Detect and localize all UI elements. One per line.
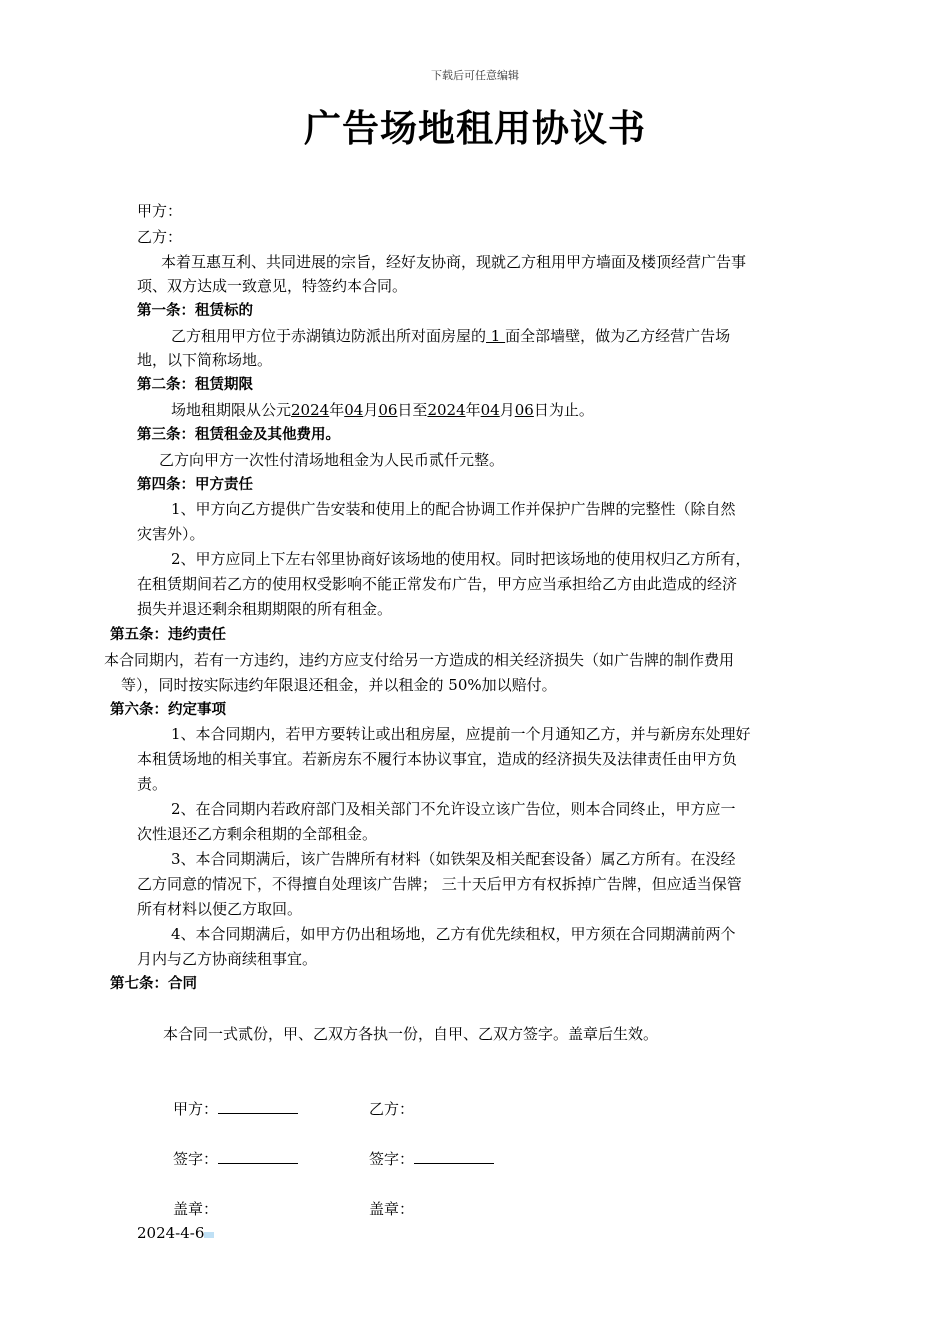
start-month: 04 bbox=[344, 401, 364, 419]
article6-p3-line-2: 乙方同意的情况下，不得擅自处理该广告牌； 三十天后甲方有权拆掉广告牌，但应适当保管 bbox=[137, 875, 742, 893]
article1-heading: 第一条：租赁标的 bbox=[137, 303, 253, 319]
seal-b-label: 盖章： bbox=[369, 1200, 415, 1218]
month-char-1: 月 bbox=[363, 401, 379, 419]
document-title: 广告场地租用协议书 bbox=[304, 107, 646, 150]
article1-text-b: 面全部墙壁，做为乙方经营广告场 bbox=[505, 327, 731, 345]
header-note: 下载后可任意编辑 bbox=[431, 69, 519, 82]
article6-p2-line-2: 次性退还乙方剩余租期的全部租金。 bbox=[137, 825, 378, 843]
article4-heading: 第四条：甲方责任 bbox=[137, 477, 253, 493]
article1-text-a: 乙方租用甲方位于赤湖镇边防派出所对面房屋的 bbox=[171, 327, 487, 345]
article3-heading: 第三条：租赁租金及其他费用。 bbox=[137, 427, 340, 443]
end-year: 2024 bbox=[427, 401, 466, 419]
document-date: 2024-4-6 bbox=[137, 1224, 205, 1242]
party-a-label: 甲方： bbox=[137, 202, 183, 220]
intro-line-1: 本着互惠互利、共同进展的宗旨，经好友协商，现就乙方租用甲方墙面及楼顶经营广告事 bbox=[161, 253, 747, 271]
date-row bbox=[137, 1223, 214, 1243]
start-year: 2024 bbox=[291, 401, 330, 419]
party-a-blank[interactable] bbox=[218, 1099, 298, 1114]
party-a-label-sig: 甲方： bbox=[173, 1100, 219, 1118]
article6-p1-line-1: 1、本合同期内，若甲方要转让或出租房屋，应提前一个月通知乙方，并与新房东处理好 bbox=[171, 725, 751, 743]
year-char-2: 年 bbox=[465, 401, 481, 419]
article4-p2-line-2: 在租赁期间若乙方的使用权受影响不能正常发布广告，甲方应当承担给乙方由此造成的经济 bbox=[137, 575, 738, 593]
article6-p4-line-1: 4、本合同期满后，如甲方仍出租场地，乙方有优先续租权，甲方须在合同期满前两个 bbox=[171, 925, 736, 943]
article6-heading: 第六条：约定事项 bbox=[110, 702, 226, 718]
article1-line-1 bbox=[171, 326, 730, 346]
start-day: 06 bbox=[378, 401, 398, 419]
article6-p1-line-2: 本租赁场地的相关事宜。若新房东不履行本协议事宜，造成的经济损失及法律责任由甲方负 bbox=[137, 750, 738, 768]
party-b-label-sig: 乙方： bbox=[369, 1100, 415, 1118]
wall-count: 1 bbox=[486, 327, 506, 345]
article4-p1-line-2: 灾害外）。 bbox=[137, 525, 205, 543]
text-cursor-mark bbox=[204, 1232, 214, 1238]
sign-b-label: 签字： bbox=[369, 1150, 415, 1168]
sign-b-row bbox=[369, 1149, 494, 1169]
sign-b-blank[interactable] bbox=[414, 1149, 494, 1164]
sign-a-row bbox=[173, 1149, 298, 1169]
intro-line-2: 项、双方达成一致意见，特签约本合同。 bbox=[137, 277, 408, 295]
article6-p3-line-3: 所有材料以便乙方取回。 bbox=[137, 900, 303, 918]
article1-line-2: 地，以下简称场地。 bbox=[137, 351, 273, 369]
article4-p2-line-3: 损失并退还剩余租期期限的所有租金。 bbox=[137, 600, 393, 618]
party-a-sign-row bbox=[173, 1099, 298, 1119]
lease-prefix: 场地租期限从公元 bbox=[171, 401, 292, 419]
article5-line-1: 本合同期内，若有一方违约，违约方应支付给另一方造成的相关经济损失（如广告牌的制作费用 bbox=[104, 651, 735, 669]
party-b-label: 乙方： bbox=[137, 228, 183, 246]
year-char-1: 年 bbox=[329, 401, 345, 419]
end-day: 06 bbox=[514, 401, 534, 419]
article7-line-1: 本合同一式贰份，甲、乙双方各执一份，自甲、乙双方签字。盖章后生效。 bbox=[163, 1025, 659, 1043]
article6-p4-line-2: 月内与乙方协商续租事宜。 bbox=[137, 950, 318, 968]
sign-a-label: 签字： bbox=[173, 1150, 219, 1168]
article7-heading: 第七条：合同 bbox=[110, 976, 197, 992]
month-char-2: 月 bbox=[499, 401, 515, 419]
end-month: 04 bbox=[480, 401, 500, 419]
article3-line-1: 乙方向甲方一次性付清场地租金为人民币贰仟元整。 bbox=[159, 451, 505, 469]
article5-line-2: 等），同时按实际违约年限退还租金，并以租金的 50%加以赔付。 bbox=[121, 676, 557, 694]
article6-p2-line-1: 2、在合同期内若政府部门及相关部门不允许设立该广告位，则本合同终止，甲方应一 bbox=[171, 800, 736, 818]
article2-heading: 第二条：租赁期限 bbox=[137, 377, 253, 393]
article4-p2-line-1: 2、甲方应同上下左右邻里协商好该场地的使用权。同时把该场地的使用权归乙方所有， bbox=[171, 550, 751, 568]
article6-p1-line-3: 责。 bbox=[137, 775, 168, 793]
day-end: 日为止。 bbox=[533, 401, 594, 419]
article5-heading: 第五条：违约责任 bbox=[110, 627, 226, 643]
seal-a-label: 盖章： bbox=[173, 1200, 219, 1218]
article6-p3-line-1: 3、本合同期满后，该广告牌所有材料（如铁架及相关配套设备）属乙方所有。在没经 bbox=[171, 850, 736, 868]
day-to: 日至 bbox=[397, 401, 428, 419]
article4-p1-line-1: 1、甲方向乙方提供广告安装和使用上的配合协调工作并保护广告牌的完整性（除自然 bbox=[171, 500, 736, 518]
sign-a-blank[interactable] bbox=[218, 1149, 298, 1164]
lease-period-line bbox=[171, 400, 594, 420]
